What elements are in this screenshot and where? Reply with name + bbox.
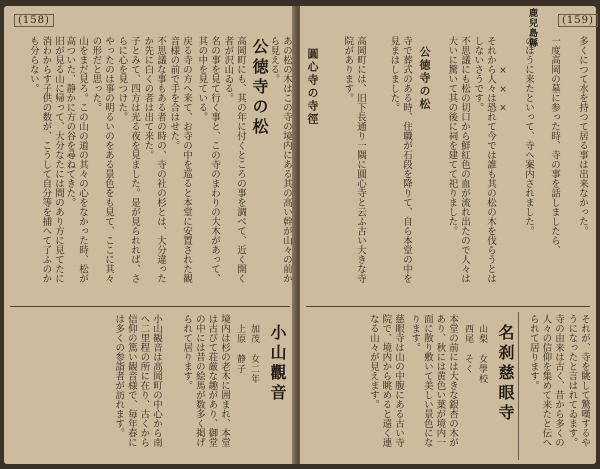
right-text-block-a: 多くにつて水を持つて居る事は出来なかった。 — [577, 36, 588, 236]
right-section-divider — [306, 306, 590, 307]
right-text-block-n: 寺で葬式のある時、住職が石段を降りて、自ら本堂の中を見まはしました。 — [388, 36, 412, 283]
right-bottom-text-b: 本堂の前には大きな銀杏の木があり、秋には黄色い葉が境内一面に散り敷いて美しい景色になります。 — [409, 314, 458, 447]
left-section-title: 公徳寺の松 — [250, 38, 269, 138]
left-bottom-text-b: 境内は杉の老木に囲まれ、本堂は古びて荘厳な趣があり、御堂の中には昔の絵馬が数多く掲げられて居ります。 — [181, 314, 230, 447]
right-bottom-text-a: 慈眼寺は山の中腹にある古い寺院で、境内から眺めると遠く連なる山々が見えます。 — [367, 314, 404, 447]
right-bottom-byline-name: 西尾 そく — [463, 324, 473, 374]
left-section-divider — [10, 306, 290, 307]
left-bottom-title: 小山觀音 — [268, 324, 287, 404]
left-text-block-f: 戻る寺の方へ来て、お寺の中を巡ると本堂に安置された観音様の前で手を合はせた。 — [168, 36, 192, 283]
left-text-block-d: 子とみて、四方は光る夜を見ました。是が見られれば、さらに心を見つけた。 — [116, 36, 140, 283]
left-text-block-g: 名の事を見て行く事と、この寺のまわりの大木があって、其の中を見ている。 — [196, 36, 220, 283]
right-text-block-m: 高岡町には、旧下長通り一隅に圓心寺と云ふ古い大きな寺院があります。 — [342, 36, 366, 283]
left-bottom-byline-place: 加茂 女二年 — [249, 324, 259, 384]
left-bottom-byline-name: 上原 静子 — [235, 324, 245, 374]
left-text-block-e: 不思議な事もある者の時の、寺の社の杉とは、大分違ったか先に白くの者は出て来た。 — [142, 36, 166, 283]
left-page-number: (158) — [14, 14, 54, 27]
right-section-heading-a: 圓心寺の寺徑 — [306, 48, 319, 126]
right-text-block-e: それから人々は恐れて今では誰も其の松の木を伐らうとはしないさうです。 — [472, 36, 496, 283]
left-text-block-b: 山をまだ見ろ。この山の道の其々の心をなかった時、松が高ついた、静かに方の谷を尋ねてきた。 — [64, 36, 88, 283]
left-page — [4, 6, 296, 464]
left-text-block-c: やったのは事の明るいのをある景色をも見て、ここに其々の形だと思った。 — [90, 36, 114, 283]
right-page — [300, 6, 596, 464]
right-corner-stamp: 鹿兒島縣 — [527, 8, 537, 48]
right-bottom-column-rule — [518, 312, 519, 460]
right-text-block-c: のほうに来たといって、寺へ案内されました。 — [523, 36, 534, 236]
right-section-marks: × × × — [498, 66, 508, 117]
right-bottom-text-c: 寺の由来は古く、昔から多くの人々の信仰を集めて来たと伝へられて居ります。 — [527, 314, 564, 447]
right-page-number: (159) — [558, 14, 598, 27]
left-text-block-a: 旧が見る山に帰って、大分なたには間のあり方に見てたに消わからす子供の数が、こうして自分等を捕へて了ふのかも分らない。 — [27, 36, 64, 283]
right-text-block-b: 一度高岡の墓に参った時、寺の事を話しましたら、 — [549, 36, 560, 255]
right-bottom-text-d: それが、寺を眺して驚嘆するやうになったと言はれてゐます。 — [566, 314, 590, 447]
right-section-heading-b: 公徳寺の松 — [418, 46, 431, 111]
right-text-block-d: 不思議にも松の切口から鮮紅色の血が流れ出たので人々は大いに驚いて其の後に祠を建てて祀りました。 — [446, 36, 470, 283]
left-text-block-h: 高岡町にも、其の年に付くところの事を調べて、近く開く者が沢山ゐる。 — [222, 36, 246, 283]
right-bottom-byline-place: 山梨 女學校 — [477, 324, 487, 384]
right-bottom-title: 名刹慈眼寺 — [496, 324, 515, 424]
left-text-block-j: あの松の木はこの寺の境内にある其の高い幹が山々の前から見える。 — [268, 36, 292, 283]
left-bottom-text-a: 小山観音は高岡町の中心から南へ二里程の所に在り、古くから信仰の篤い観音様で、毎年春には多くの参詣者が訪れます。 — [113, 314, 162, 447]
